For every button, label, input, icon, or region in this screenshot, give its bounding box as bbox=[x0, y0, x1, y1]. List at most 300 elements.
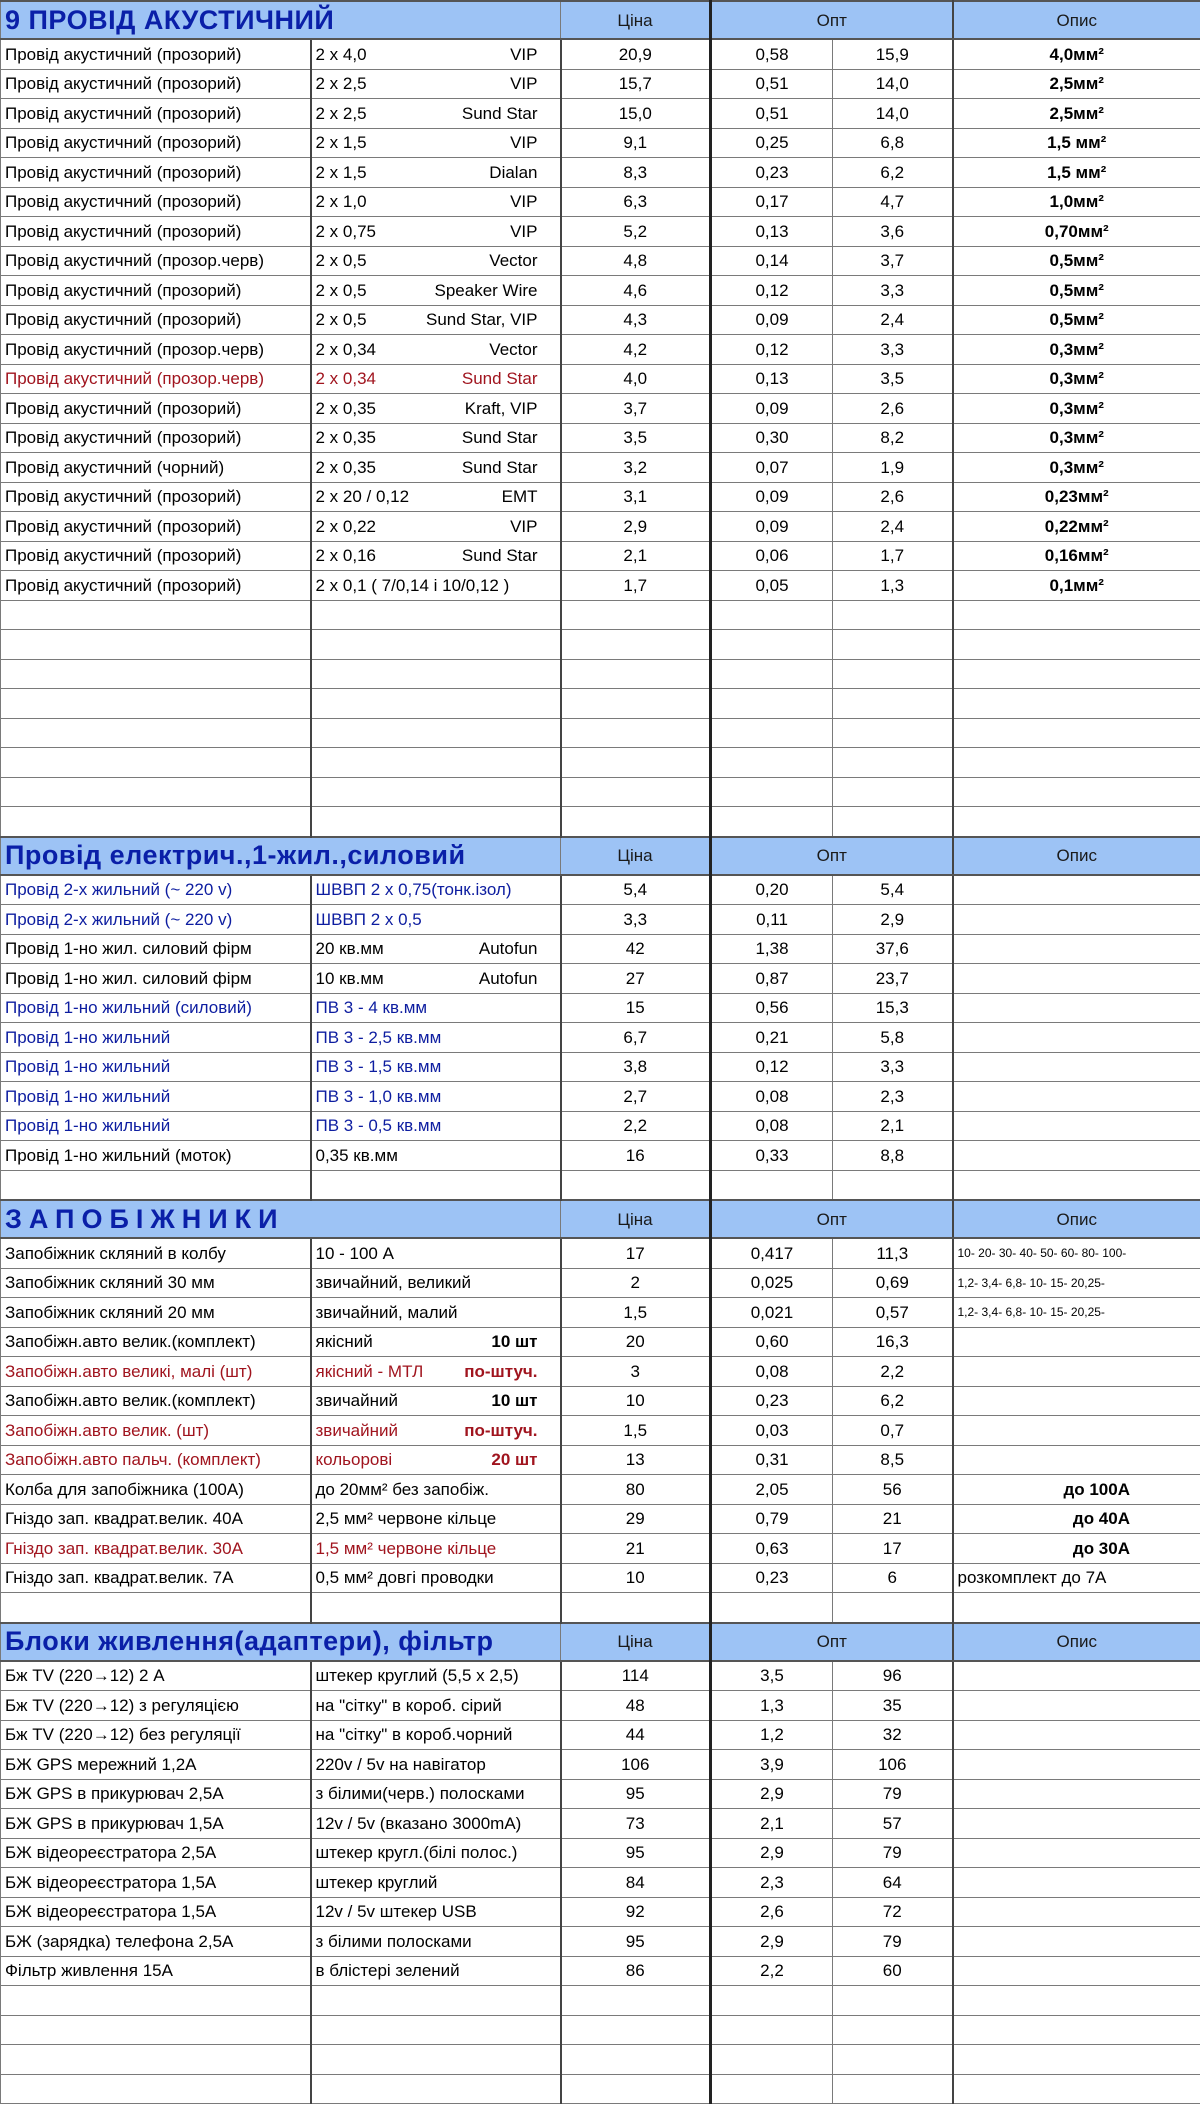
spec-wrap bbox=[316, 1363, 556, 1380]
item-description: 0,5мм² bbox=[953, 276, 1200, 306]
spec-brand bbox=[538, 1569, 556, 1586]
empty-cell bbox=[711, 807, 833, 837]
item-description bbox=[953, 1386, 1200, 1416]
item-spec bbox=[311, 993, 561, 1023]
item-price: 3,3 bbox=[561, 905, 711, 935]
table-row bbox=[1, 1661, 1200, 1691]
item-opt-ratio: 0,08 bbox=[711, 1111, 833, 1141]
price-column-header: Ціна bbox=[561, 1623, 711, 1661]
item-price: 15,0 bbox=[561, 99, 711, 129]
spec-wrap bbox=[316, 1785, 556, 1802]
item-opt-price: 6 bbox=[833, 1563, 953, 1593]
item-spec bbox=[311, 276, 561, 306]
empty-cell bbox=[561, 748, 711, 778]
item-opt-ratio: 0,12 bbox=[711, 276, 833, 306]
item-opt-ratio: 0,23 bbox=[711, 1563, 833, 1593]
item-opt-ratio: 0,30 bbox=[711, 423, 833, 453]
spec-wrap bbox=[316, 134, 556, 151]
item-spec bbox=[311, 1897, 561, 1927]
item-name: Провід акустичний (прозорий) bbox=[1, 158, 311, 188]
item-name: Провід 1-но жильний bbox=[1, 1111, 311, 1141]
item-description bbox=[953, 1720, 1200, 1750]
spec-main: ПВ 3 - 4 кв.мм bbox=[316, 999, 428, 1016]
opt-column-header: Опт bbox=[711, 1200, 953, 1238]
table-row bbox=[1, 1897, 1200, 1927]
table-row bbox=[1, 1868, 1200, 1898]
item-name: Провід акустичний (прозорий) bbox=[1, 305, 311, 335]
price-column-header: Ціна bbox=[561, 837, 711, 875]
spec-main: 2 x 1,5 bbox=[316, 134, 367, 151]
item-spec bbox=[311, 1357, 561, 1387]
item-opt-ratio: 0,09 bbox=[711, 305, 833, 335]
item-description bbox=[953, 1661, 1200, 1691]
empty-row bbox=[1, 1986, 1200, 2016]
item-spec bbox=[311, 1691, 561, 1721]
spec-brand bbox=[538, 911, 556, 928]
item-description bbox=[953, 964, 1200, 994]
item-opt-price: 2,6 bbox=[833, 482, 953, 512]
item-price: 3 bbox=[561, 1357, 711, 1387]
spec-wrap bbox=[316, 252, 556, 269]
empty-cell bbox=[1, 1986, 311, 2016]
item-description: 0,70мм² bbox=[953, 217, 1200, 247]
empty-cell bbox=[833, 600, 953, 630]
item-price: 1,7 bbox=[561, 571, 711, 601]
item-spec bbox=[311, 453, 561, 483]
item-price: 6,3 bbox=[561, 187, 711, 217]
spec-main: ПВ 3 - 0,5 кв.мм bbox=[316, 1117, 442, 1134]
item-opt-price: 2,9 bbox=[833, 905, 953, 935]
spec-brand: по-штуч. bbox=[464, 1422, 555, 1439]
item-opt-price: 17 bbox=[833, 1534, 953, 1564]
item-name: Запобіжн.авто велик. (шт) bbox=[1, 1416, 311, 1446]
item-name: Бж TV (220→12) без регуляції bbox=[1, 1720, 311, 1750]
spec-wrap bbox=[316, 1304, 556, 1321]
empty-cell bbox=[833, 1170, 953, 1200]
table-row bbox=[1, 1298, 1200, 1328]
item-name: Провід акустичний (прозорий) bbox=[1, 571, 311, 601]
spec-main: 220v / 5v на навігатор bbox=[316, 1756, 486, 1773]
item-name: Провід акустичний (прозорий) bbox=[1, 423, 311, 453]
empty-cell bbox=[561, 718, 711, 748]
item-name: БЖ відеореєстратора 2,5А bbox=[1, 1838, 311, 1868]
item-description: 0,3мм² bbox=[953, 394, 1200, 424]
empty-cell bbox=[311, 630, 561, 660]
empty-row bbox=[1, 718, 1200, 748]
spec-wrap bbox=[316, 1844, 556, 1861]
item-name: Бж TV (220→12) 2 А bbox=[1, 1661, 311, 1691]
spec-brand bbox=[538, 1844, 556, 1861]
item-price: 48 bbox=[561, 1691, 711, 1721]
spec-main: до 20мм² без запобіж. bbox=[316, 1481, 489, 1498]
item-opt-price: 15,9 bbox=[833, 39, 953, 69]
section-header bbox=[1, 1200, 1200, 1238]
table-row bbox=[1, 905, 1200, 935]
item-opt-ratio: 0,05 bbox=[711, 571, 833, 601]
item-description: 2,5мм² bbox=[953, 99, 1200, 129]
item-opt-price: 8,2 bbox=[833, 423, 953, 453]
spec-main: 2 x 0,5 bbox=[316, 282, 367, 299]
item-price: 16 bbox=[561, 1141, 711, 1171]
item-price: 114 bbox=[561, 1661, 711, 1691]
item-price: 10 bbox=[561, 1563, 711, 1593]
section-title: Блоки живлення(адаптери), фільтр bbox=[1, 1623, 561, 1661]
item-price: 80 bbox=[561, 1475, 711, 1505]
empty-row bbox=[1, 748, 1200, 778]
item-description: 0,23мм² bbox=[953, 482, 1200, 512]
spec-wrap bbox=[316, 1815, 556, 1832]
spec-main: штекер круглий bbox=[316, 1874, 438, 1891]
item-price: 5,2 bbox=[561, 217, 711, 247]
item-description: 1,5 мм² bbox=[953, 158, 1200, 188]
spec-wrap bbox=[316, 1245, 556, 1262]
table-row bbox=[1, 993, 1200, 1023]
empty-cell bbox=[711, 2074, 833, 2104]
table-row bbox=[1, 1357, 1200, 1387]
item-opt-price: 72 bbox=[833, 1897, 953, 1927]
spec-brand: Sund Star bbox=[462, 370, 556, 387]
item-name: БЖ GPS мережний 1,2А bbox=[1, 1750, 311, 1780]
empty-cell bbox=[1, 807, 311, 837]
item-spec bbox=[311, 217, 561, 247]
item-spec bbox=[311, 1868, 561, 1898]
item-opt-ratio: 3,9 bbox=[711, 1750, 833, 1780]
item-spec bbox=[311, 1661, 561, 1691]
spec-brand: VIP bbox=[510, 75, 555, 92]
item-spec bbox=[311, 1779, 561, 1809]
item-opt-ratio: 0,63 bbox=[711, 1534, 833, 1564]
empty-row bbox=[1, 1593, 1200, 1623]
spec-main: 2 x 0,35 bbox=[316, 400, 377, 417]
spec-main: кольорові bbox=[316, 1451, 393, 1468]
item-price: 15 bbox=[561, 993, 711, 1023]
table-row bbox=[1, 69, 1200, 99]
desc-column-header: Опис bbox=[953, 837, 1200, 875]
spec-main: з білими(черв.) полосками bbox=[316, 1785, 525, 1802]
item-opt-price: 21 bbox=[833, 1504, 953, 1534]
spec-main: 0,5 мм² довгі проводки bbox=[316, 1569, 494, 1586]
spec-wrap bbox=[316, 193, 556, 210]
item-opt-price: 5,4 bbox=[833, 875, 953, 905]
item-spec bbox=[311, 128, 561, 158]
empty-row bbox=[1, 659, 1200, 689]
spec-wrap bbox=[316, 1726, 556, 1743]
item-opt-ratio: 0,06 bbox=[711, 541, 833, 571]
empty-cell bbox=[1, 600, 311, 630]
empty-cell bbox=[953, 748, 1200, 778]
empty-cell bbox=[833, 777, 953, 807]
spec-wrap bbox=[316, 223, 556, 240]
table-row bbox=[1, 1956, 1200, 1986]
item-description bbox=[953, 875, 1200, 905]
item-price: 2,7 bbox=[561, 1082, 711, 1112]
spec-main: 2 x 1,0 bbox=[316, 193, 367, 210]
empty-cell bbox=[833, 2074, 953, 2104]
item-name: Провід 1-но жил. силовий фірм bbox=[1, 964, 311, 994]
spec-wrap bbox=[316, 1088, 556, 1105]
spec-brand: VIP bbox=[510, 46, 555, 63]
item-description: 0,1мм² bbox=[953, 571, 1200, 601]
item-name: Запобіжн.авто велик.(комплект) bbox=[1, 1327, 311, 1357]
spec-main: звичайний, малий bbox=[316, 1304, 458, 1321]
empty-cell bbox=[561, 630, 711, 660]
spec-wrap bbox=[316, 1756, 556, 1773]
table-row bbox=[1, 246, 1200, 276]
item-spec bbox=[311, 512, 561, 542]
section-title: Провід електрич.,1-жил.,силовий bbox=[1, 837, 561, 875]
item-price: 15,7 bbox=[561, 69, 711, 99]
spec-main: 2,5 мм² червоне кільце bbox=[316, 1510, 497, 1527]
spec-main: 12v / 5v (вказано 3000mA) bbox=[316, 1815, 522, 1832]
item-opt-price: 2,4 bbox=[833, 512, 953, 542]
spec-brand bbox=[538, 1304, 556, 1321]
item-opt-ratio: 2,9 bbox=[711, 1779, 833, 1809]
item-opt-price: 3,3 bbox=[833, 335, 953, 365]
empty-cell bbox=[833, 689, 953, 719]
item-opt-price: 0,7 bbox=[833, 1416, 953, 1446]
table-row bbox=[1, 1386, 1200, 1416]
spec-brand bbox=[538, 1726, 556, 1743]
item-price: 9,1 bbox=[561, 128, 711, 158]
empty-cell bbox=[833, 748, 953, 778]
spec-brand bbox=[538, 1540, 556, 1557]
spec-brand: Kraft, VIP bbox=[465, 400, 556, 417]
item-spec bbox=[311, 1750, 561, 1780]
item-opt-ratio: 0,25 bbox=[711, 128, 833, 158]
empty-row bbox=[1, 2074, 1200, 2104]
item-price: 20 bbox=[561, 1327, 711, 1357]
item-description bbox=[953, 1897, 1200, 1927]
item-opt-ratio: 0,13 bbox=[711, 364, 833, 394]
spec-brand bbox=[538, 1756, 556, 1773]
item-opt-ratio: 2,1 bbox=[711, 1809, 833, 1839]
table-row bbox=[1, 1238, 1200, 1268]
table-row bbox=[1, 453, 1200, 483]
table-row bbox=[1, 541, 1200, 571]
empty-cell bbox=[561, 2015, 711, 2045]
empty-cell bbox=[561, 689, 711, 719]
spec-main: 2 x 0,22 bbox=[316, 518, 377, 535]
spec-wrap bbox=[316, 1540, 556, 1557]
spec-wrap bbox=[316, 370, 556, 387]
item-price: 6,7 bbox=[561, 1023, 711, 1053]
spec-main: ПВ 3 - 1,0 кв.мм bbox=[316, 1088, 442, 1105]
item-opt-price: 16,3 bbox=[833, 1327, 953, 1357]
spec-brand: Sund Star bbox=[462, 547, 556, 564]
item-spec bbox=[311, 541, 561, 571]
item-spec bbox=[311, 99, 561, 129]
empty-row bbox=[1, 2045, 1200, 2075]
item-description bbox=[953, 1023, 1200, 1053]
spec-brand: Autofun bbox=[479, 940, 556, 957]
empty-cell bbox=[711, 1986, 833, 2016]
item-opt-ratio: 0,17 bbox=[711, 187, 833, 217]
spec-main: з білими полосками bbox=[316, 1933, 472, 1950]
item-spec bbox=[311, 905, 561, 935]
empty-cell bbox=[1, 777, 311, 807]
spec-wrap bbox=[316, 311, 556, 328]
price-column-header: Ціна bbox=[561, 1200, 711, 1238]
item-opt-price: 14,0 bbox=[833, 69, 953, 99]
item-spec bbox=[311, 335, 561, 365]
item-name: Гніздо зап. квадрат.велик. 7А bbox=[1, 1563, 311, 1593]
item-name: БЖ GPS в прикурювач 2,5А bbox=[1, 1779, 311, 1809]
spec-main: 0,35 кв.мм bbox=[316, 1147, 398, 1164]
empty-cell bbox=[833, 2015, 953, 2045]
item-name: БЖ відеореєстратора 1,5А bbox=[1, 1868, 311, 1898]
empty-cell bbox=[953, 600, 1200, 630]
item-spec bbox=[311, 482, 561, 512]
spec-wrap bbox=[316, 577, 556, 594]
item-opt-ratio: 0,09 bbox=[711, 394, 833, 424]
spec-wrap bbox=[316, 1392, 556, 1409]
spec-main: на "сітку" в короб.чорний bbox=[316, 1726, 513, 1743]
item-description bbox=[953, 1838, 1200, 1868]
item-spec bbox=[311, 1927, 561, 1957]
item-opt-price: 23,7 bbox=[833, 964, 953, 994]
item-name: Запобіжн.авто велик.(комплект) bbox=[1, 1386, 311, 1416]
item-opt-price: 1,3 bbox=[833, 571, 953, 601]
item-description: 1,0мм² bbox=[953, 187, 1200, 217]
spec-brand bbox=[538, 1933, 556, 1950]
item-opt-price: 3,5 bbox=[833, 364, 953, 394]
item-spec bbox=[311, 1386, 561, 1416]
spec-brand bbox=[538, 1245, 556, 1262]
item-name: Провід акустичний (прозорий) bbox=[1, 99, 311, 129]
item-name: Запобіжн.авто пальч. (комплект) bbox=[1, 1445, 311, 1475]
item-description bbox=[953, 1779, 1200, 1809]
item-spec bbox=[311, 1238, 561, 1268]
spec-wrap bbox=[316, 1333, 556, 1350]
item-price: 4,8 bbox=[561, 246, 711, 276]
item-description: до 30А bbox=[953, 1534, 1200, 1564]
empty-cell bbox=[311, 600, 561, 630]
item-price: 27 bbox=[561, 964, 711, 994]
table-row bbox=[1, 335, 1200, 365]
table-row bbox=[1, 394, 1200, 424]
item-description: 4,0мм² bbox=[953, 39, 1200, 69]
item-name: БЖ GPS в прикурювач 1,5А bbox=[1, 1809, 311, 1839]
item-spec bbox=[311, 934, 561, 964]
item-opt-price: 8,5 bbox=[833, 1445, 953, 1475]
table-row bbox=[1, 1504, 1200, 1534]
item-spec bbox=[311, 39, 561, 69]
item-spec bbox=[311, 1111, 561, 1141]
empty-cell bbox=[561, 1593, 711, 1623]
item-description: 0,3мм² bbox=[953, 423, 1200, 453]
spec-brand: Vector bbox=[489, 341, 555, 358]
empty-cell bbox=[953, 1986, 1200, 2016]
table-row bbox=[1, 1809, 1200, 1839]
item-opt-ratio: 2,3 bbox=[711, 1868, 833, 1898]
item-description: 0,3мм² bbox=[953, 364, 1200, 394]
spec-main: ШВВП 2 x 0,5 bbox=[316, 911, 422, 928]
item-description: 0,16мм² bbox=[953, 541, 1200, 571]
table-row bbox=[1, 482, 1200, 512]
empty-cell bbox=[711, 2045, 833, 2075]
spec-brand: Sund Star bbox=[462, 459, 556, 476]
item-description bbox=[953, 1082, 1200, 1112]
empty-cell bbox=[311, 689, 561, 719]
empty-cell bbox=[1, 689, 311, 719]
item-name: БЖ (зарядка) телефона 2,5А bbox=[1, 1927, 311, 1957]
spec-wrap bbox=[316, 1697, 556, 1714]
item-price: 5,4 bbox=[561, 875, 711, 905]
item-opt-ratio: 0,12 bbox=[711, 335, 833, 365]
spec-wrap bbox=[316, 1569, 556, 1586]
desc-column-header: Опис bbox=[953, 1200, 1200, 1238]
item-price: 92 bbox=[561, 1897, 711, 1927]
item-opt-price: 79 bbox=[833, 1838, 953, 1868]
empty-cell bbox=[311, 1593, 561, 1623]
spec-wrap bbox=[316, 1903, 556, 1920]
item-description: 2,5мм² bbox=[953, 69, 1200, 99]
spec-brand bbox=[538, 1667, 556, 1684]
spec-main: 2 x 0,1 ( 7/0,14 і 10/0,12 ) bbox=[316, 577, 510, 594]
item-spec bbox=[311, 1475, 561, 1505]
empty-cell bbox=[711, 718, 833, 748]
item-opt-ratio: 2,05 bbox=[711, 1475, 833, 1505]
spec-brand: VIP bbox=[510, 518, 555, 535]
spec-main: 2 x 0,34 bbox=[316, 370, 377, 387]
spec-wrap bbox=[316, 1962, 556, 1979]
item-name: Бж TV (220→12) з регуляцією bbox=[1, 1691, 311, 1721]
empty-cell bbox=[833, 1593, 953, 1623]
empty-cell bbox=[833, 659, 953, 689]
item-spec bbox=[311, 1416, 561, 1446]
spec-brand: Autofun bbox=[479, 970, 556, 987]
item-description bbox=[953, 1327, 1200, 1357]
spec-wrap bbox=[316, 400, 556, 417]
item-opt-price: 4,7 bbox=[833, 187, 953, 217]
table-row bbox=[1, 571, 1200, 601]
empty-row bbox=[1, 689, 1200, 719]
item-name: Провід акустичний (прозор.черв) bbox=[1, 335, 311, 365]
spec-brand: 20 шт bbox=[491, 1451, 555, 1468]
item-spec bbox=[311, 1327, 561, 1357]
spec-main: 10 кв.мм bbox=[316, 970, 384, 987]
item-description: до 100А bbox=[953, 1475, 1200, 1505]
empty-cell bbox=[1, 748, 311, 778]
item-price: 20,9 bbox=[561, 39, 711, 69]
item-opt-ratio: 0,20 bbox=[711, 875, 833, 905]
item-opt-ratio: 0,87 bbox=[711, 964, 833, 994]
section-header bbox=[1, 1, 1200, 39]
item-spec bbox=[311, 875, 561, 905]
item-description bbox=[953, 1868, 1200, 1898]
empty-cell bbox=[953, 659, 1200, 689]
spec-main: 2 x 2,5 bbox=[316, 105, 367, 122]
empty-cell bbox=[953, 2015, 1200, 2045]
item-opt-price: 3,7 bbox=[833, 246, 953, 276]
empty-cell bbox=[1, 2074, 311, 2104]
spec-brand bbox=[538, 1785, 556, 1802]
spec-main: 2 x 0,35 bbox=[316, 459, 377, 476]
spec-main: 2 x 0,5 bbox=[316, 252, 367, 269]
item-name: Запобіжник скляний в колбу bbox=[1, 1238, 311, 1268]
table-row bbox=[1, 1779, 1200, 1809]
spec-brand bbox=[538, 1510, 556, 1527]
empty-cell bbox=[711, 630, 833, 660]
spec-wrap bbox=[316, 1274, 556, 1291]
item-opt-ratio: 3,5 bbox=[711, 1661, 833, 1691]
item-opt-ratio: 0,08 bbox=[711, 1082, 833, 1112]
item-opt-price: 15,3 bbox=[833, 993, 953, 1023]
empty-cell bbox=[561, 2074, 711, 2104]
spec-main: якісний - МТЛ bbox=[316, 1363, 424, 1380]
table-row bbox=[1, 305, 1200, 335]
spec-wrap bbox=[316, 488, 556, 505]
